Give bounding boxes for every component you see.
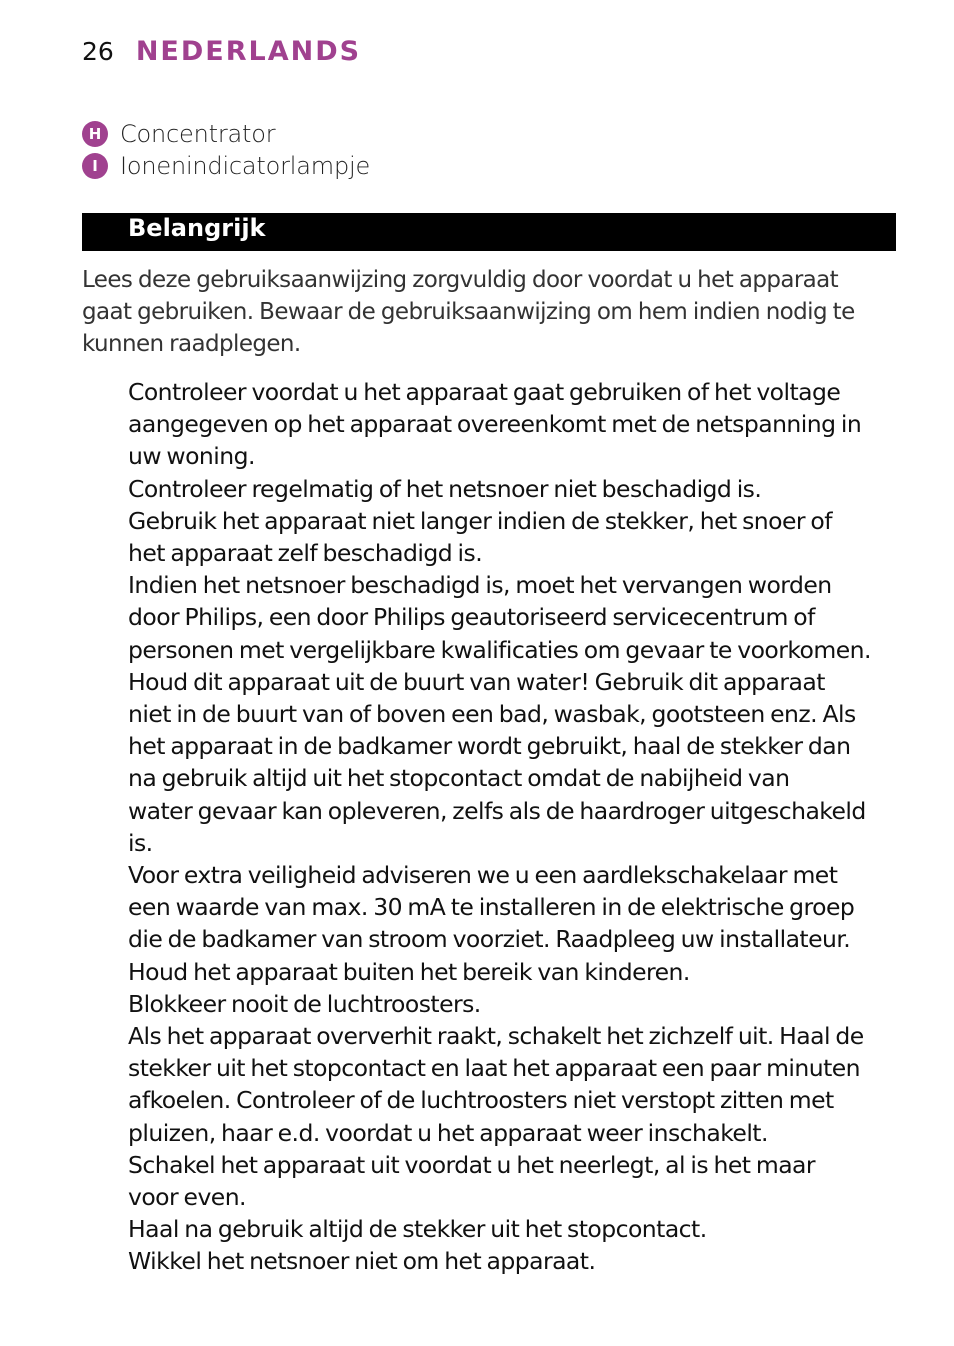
page-header: [82, 36, 361, 72]
instruction-line: die de badkamer van stroom voorziet. Raadpleeg uw installateur.: [128, 925, 851, 954]
important-heading: Belangrijk: [128, 214, 266, 242]
intro-line: kunnen raadplegen.: [82, 331, 301, 357]
legend-item-h: [82, 118, 370, 150]
legend-item-i: [82, 150, 370, 182]
instruction-line: aangegeven op het apparaat overeenkomt met de netspanning in: [128, 410, 862, 439]
important-heading-bar: [82, 213, 896, 251]
intro-line: gaat gebruiken. Bewaar de gebruiksaanwijzing om hem indien nodig te: [82, 299, 855, 325]
legend-marker-h: H: [82, 121, 108, 147]
legend-label-h: Concentrator: [120, 120, 276, 148]
instruction-line: Voor extra veiligheid adviseren we u een aardlekschakelaar met: [128, 861, 838, 890]
instruction-line: Houd het apparaat buiten het bereik van kinderen.: [128, 957, 690, 986]
legend-label-i: Ionenindicatorlampje: [120, 152, 371, 180]
instruction-line: afkoelen. Controleer of de luchtroosters niet verstopt zitten met: [128, 1086, 834, 1115]
instruction-line: Als het apparaat oververhit raakt, schakelt het zichzelf uit. Haal de: [128, 1022, 864, 1051]
instruction-line: Blokkeer nooit de luchtroosters.: [128, 989, 481, 1018]
parts-legend: [82, 118, 370, 182]
intro-paragraph: [82, 264, 902, 360]
safety-instructions: [128, 376, 908, 1278]
instruction-line: Gebruik het apparaat niet langer indien de stekker, het snoer of: [128, 506, 832, 535]
instruction-line: pluizen, haar e.d. voordat u het apparaat weer inschakelt.: [128, 1118, 768, 1147]
instruction-line: een waarde van max. 30 mA te installeren in de elektrische groep: [128, 893, 855, 922]
instruction-line: water gevaar kan opleveren, zelfs als de haardroger uitgeschakeld: [128, 796, 866, 825]
instruction-line: Schakel het apparaat uit voordat u het neerlegt, al is het maar: [128, 1150, 816, 1179]
page-number: 26: [82, 37, 114, 66]
instruction-line: Houd dit apparaat uit de buurt van water! Gebruik dit apparaat: [128, 667, 825, 696]
intro-line: Lees deze gebruiksaanwijzing zorgvuldig door voordat u het apparaat: [82, 267, 839, 293]
instruction-line: het apparaat zelf beschadigd is.: [128, 539, 483, 568]
instruction-line: door Philips, een door Philips geautoriseerd servicecentrum of: [128, 603, 815, 632]
instruction-line: voor even.: [128, 1183, 246, 1212]
instruction-line: uw woning.: [128, 442, 255, 471]
instruction-line: na gebruik altijd uit het stopcontact omdat de nabijheid van: [128, 764, 790, 793]
legend-marker-i: I: [82, 153, 108, 179]
section-title: NEDERLANDS: [135, 36, 362, 67]
instruction-line: het apparaat in de badkamer wordt gebruikt, haal de stekker dan: [128, 732, 851, 761]
instruction-line: Controleer voordat u het apparaat gaat gebruiken of het voltage: [128, 378, 841, 406]
instruction-line: Haal na gebruik altijd de stekker uit het stopcontact.: [128, 1215, 707, 1244]
instruction-line: personen met vergelijkbare kwalificaties om gevaar te voorkomen.: [128, 635, 871, 664]
instruction-line: Wikkel het netsnoer niet om het apparaat.: [128, 1247, 596, 1276]
instruction-line: niet in de buurt van of boven een bad, wasbak, gootsteen enz. Als: [128, 700, 856, 729]
instruction-line: Controleer regelmatig of het netsnoer niet beschadigd is.: [128, 474, 762, 503]
instruction-line: Indien het netsnoer beschadigd is, moet het vervangen worden: [128, 571, 832, 600]
instruction-line: stekker uit het stopcontact en laat het apparaat een paar minuten: [128, 1054, 861, 1083]
instruction-line: is.: [128, 828, 153, 857]
